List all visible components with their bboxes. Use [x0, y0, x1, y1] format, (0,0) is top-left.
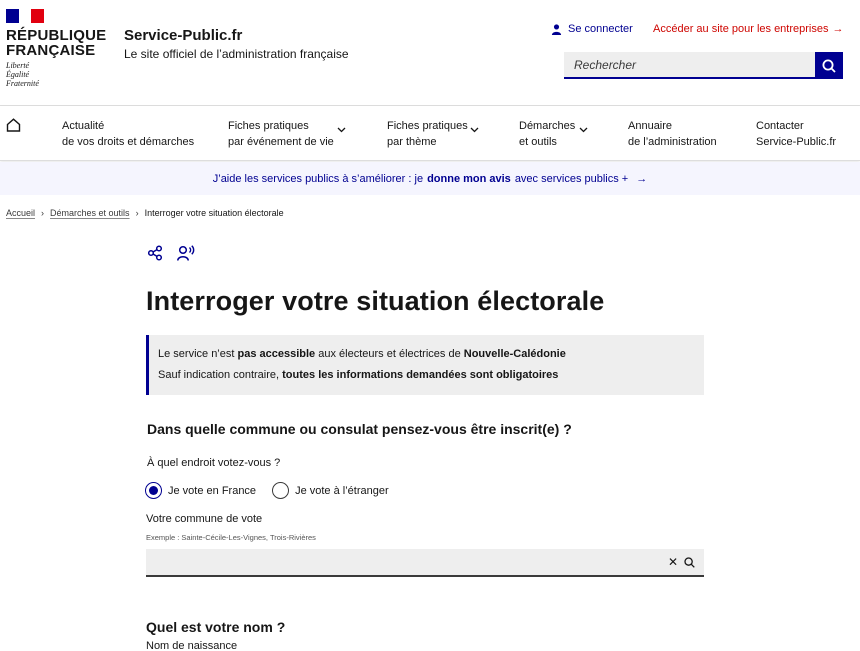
- page-tools: [147, 245, 195, 266]
- enterprises-link[interactable]: [653, 23, 843, 35]
- notice-bold: Nouvelle-Calédonie: [463, 348, 566, 360]
- share-icon: [147, 245, 163, 261]
- notice-bold: pas accessible: [237, 348, 316, 360]
- radio-vote-france[interactable]: [145, 482, 256, 499]
- search-icon[interactable]: [684, 557, 695, 568]
- breadcrumb-current: Interroger votre situation électorale: [144, 208, 284, 218]
- republique-flag-logo: [6, 9, 44, 23]
- banner-text-end: avec services publics +: [514, 172, 629, 185]
- arrow-right-icon: →: [636, 172, 648, 185]
- login-label: Se connecter: [568, 23, 633, 35]
- breadcrumb-demarches[interactable]: Démarches et outils: [50, 208, 130, 218]
- listen-button[interactable]: [177, 245, 195, 266]
- commune-hint: Exemple : Sainte-Cécile-Les-Vignes, Trois-Rivières: [146, 533, 316, 542]
- radio-unchecked-icon[interactable]: [272, 482, 289, 499]
- notice-line-2: [158, 365, 704, 386]
- chevron-down-icon: [470, 127, 479, 133]
- arrow-right-icon: →: [832, 23, 844, 35]
- search-button[interactable]: [815, 52, 843, 79]
- user-icon: [551, 24, 562, 35]
- chevron-right-icon: ›: [135, 208, 139, 218]
- republic-motto: Liberté Égalité Fraternité: [6, 61, 39, 88]
- republique-francaise-logo-text[interactable]: RÉPUBLIQUE FRANÇAISE: [6, 27, 107, 59]
- radio-abroad-label: Je vote à l’étranger: [295, 484, 389, 497]
- vote-location-radio-group: [145, 482, 389, 499]
- nav-item-fiches-theme[interactable]: Fiches pratiques par thème: [387, 120, 468, 148]
- page-title: Interroger votre situation électorale: [146, 286, 605, 316]
- banner-text: J’aide les services publics à s’améliorer : je: [212, 172, 424, 185]
- notice-text: Le service n’est: [158, 348, 235, 360]
- text-to-speech-icon: [177, 245, 195, 261]
- notice-text: aux électeurs et électrices de: [318, 348, 461, 360]
- banner-bold-text: donne mon avis: [427, 172, 511, 185]
- info-notice: [146, 335, 704, 395]
- vote-location-label: À quel endroit votez-vous ?: [147, 457, 281, 469]
- radio-vote-abroad[interactable]: [272, 482, 389, 499]
- radio-checked-icon[interactable]: [145, 482, 162, 499]
- feedback-banner[interactable]: [0, 162, 860, 195]
- nav-item-demarches[interactable]: Démarches et outils: [519, 120, 576, 148]
- radio-france-label: Je vote en France: [168, 484, 257, 497]
- search-input[interactable]: [564, 52, 815, 79]
- commune-field: [146, 549, 704, 577]
- notice-line-1: [158, 344, 704, 365]
- nav-item-contact[interactable]: Contacter Service-Public.fr: [756, 120, 837, 148]
- question-name-heading: Quel est votre nom ?: [146, 619, 286, 635]
- site-name[interactable]: Service-Public.fr: [124, 27, 243, 44]
- nav-item-actualite[interactable]: Actualité de vos droits et démarches: [62, 120, 195, 148]
- search-bar: [564, 52, 843, 79]
- main-navigation: [0, 106, 860, 161]
- home-button[interactable]: [6, 118, 21, 137]
- question-commune-heading: Dans quelle commune ou consulat pensez-vous être inscrit(e) ?: [147, 421, 572, 437]
- clear-icon[interactable]: ✕: [668, 555, 679, 569]
- home-icon: [6, 118, 21, 132]
- breadcrumb-home[interactable]: Accueil: [6, 208, 36, 218]
- notice-text: Sauf indication contraire,: [158, 369, 280, 381]
- commune-input[interactable]: [146, 549, 646, 575]
- search-icon: [822, 59, 836, 73]
- birth-name-label: Nom de naissance: [146, 640, 238, 651]
- login-link[interactable]: [551, 23, 633, 35]
- breadcrumb: [6, 208, 284, 218]
- site-tagline: Le site officiel de l’administration française: [124, 47, 349, 61]
- chevron-right-icon: ›: [41, 208, 45, 218]
- nav-item-fiches-evenement[interactable]: Fiches pratiques par événement de vie: [228, 120, 334, 148]
- notice-bold: toutes les informations demandées sont obligatoires: [282, 369, 559, 381]
- enterprises-label: Accéder au site pour les entreprises: [653, 23, 829, 35]
- share-button[interactable]: [147, 245, 163, 266]
- nav-item-annuaire[interactable]: Annuaire de l’administration: [628, 120, 717, 148]
- site-header: [0, 0, 860, 106]
- chevron-down-icon: [337, 127, 346, 133]
- chevron-down-icon: [579, 127, 588, 133]
- commune-label: Votre commune de vote: [146, 513, 263, 525]
